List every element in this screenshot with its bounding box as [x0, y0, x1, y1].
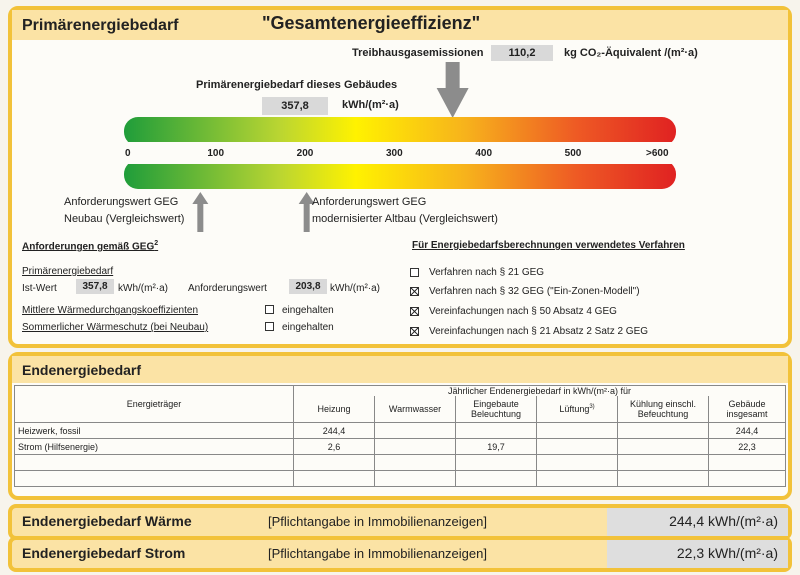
- uvalue-status: eingehalten: [282, 305, 334, 316]
- table-header-row: [15, 386, 786, 397]
- table-cell: [618, 471, 709, 487]
- col-energietraeger: Energieträger: [15, 386, 294, 423]
- col-kuehlung-2: Befeuchtung: [637, 409, 689, 419]
- requirements-title: [22, 240, 158, 252]
- summer-protection-status: eingehalten: [282, 322, 334, 333]
- method-label-4: Vereinfachungen nach § 21 Absatz 2 Satz 2 GEG: [429, 326, 649, 337]
- table-cell: [15, 471, 294, 487]
- method-checkbox-2[interactable]: [410, 287, 419, 296]
- col-beleuchtung-2: Beleuchtung: [470, 409, 522, 419]
- table-cell: 19,7: [456, 439, 537, 455]
- table-body: [15, 423, 786, 487]
- uvalue-checkbox[interactable]: [265, 305, 274, 314]
- reference-arrows: [192, 192, 314, 232]
- table-cell: 22,3: [709, 439, 786, 455]
- primary-energy-title: Primärenergiebedarf: [22, 17, 179, 34]
- final-energy-title: Endenergiebedarf: [22, 362, 142, 378]
- table-row: [15, 439, 786, 455]
- table-cell: [375, 423, 456, 439]
- col-header-top: Jährlicher Endenergiebedarf in kWh/(m²·a) für: [294, 386, 786, 397]
- table-cell: [537, 455, 618, 471]
- method-label-2: Verfahren nach § 32 GEG ("Ein-Zonen-Modell"): [429, 286, 640, 297]
- col-gesamt-1: Gebäude: [728, 399, 766, 409]
- scale-gradient-bottom: [124, 160, 676, 189]
- table-row: [15, 471, 786, 487]
- final-energy-table: [14, 385, 786, 487]
- col-lueftung-sup: 3): [589, 404, 595, 410]
- scale-tick-2: 200: [296, 148, 314, 159]
- requirement-value: 203,8: [289, 279, 327, 294]
- col-beleuchtung-1: Eingebaute: [473, 399, 519, 409]
- method-checkbox-3[interactable]: [410, 307, 419, 316]
- table-cell: [709, 471, 786, 487]
- method-label-3: Vereinfachungen nach § 50 Absatz 4 GEG: [429, 306, 617, 317]
- table-cell: [618, 439, 709, 455]
- requirement-label: Anforderungswert: [188, 283, 267, 294]
- table-cell: 244,4: [294, 423, 375, 439]
- col-lueftung-text: Lüftung: [559, 404, 590, 414]
- col-warmwasser: Warmwasser: [375, 396, 456, 423]
- col-gesamt-2: insgesamt: [726, 409, 768, 419]
- table-cell: [537, 439, 618, 455]
- building-demand-label: Primärenergiebedarf dieses Gebäudes: [196, 79, 398, 91]
- emission-label: Treibhausgasemissionen: [352, 47, 484, 59]
- neubau-ref-line2: Neubau (Vergleichswert): [64, 213, 185, 225]
- table-cell: [15, 455, 294, 471]
- col-heizung: Heizung: [294, 396, 375, 423]
- table-cell: [709, 455, 786, 471]
- summary-heat-label: Endenergiebedarf Wärme: [22, 513, 192, 529]
- col-kuehlung-1: Kühlung einschl.: [629, 399, 697, 409]
- scale-gradient-top: [124, 117, 676, 146]
- col-gesamt: [709, 396, 786, 423]
- method-checkbox-1[interactable]: [410, 268, 419, 277]
- table-cell: [618, 455, 709, 471]
- table-cell: 244,4: [709, 423, 786, 439]
- table-row: [15, 423, 786, 439]
- ist-label: Ist-Wert: [22, 283, 57, 294]
- ist-value: 357,8: [76, 279, 114, 294]
- neubau-ref-arrow: [192, 192, 208, 232]
- ist-unit: kWh/(m²·a): [118, 283, 168, 294]
- scale-tick-4: 400: [475, 148, 493, 159]
- method-label-1: Verfahren nach § 21 GEG: [429, 267, 545, 278]
- table-cell: 2,6: [294, 439, 375, 455]
- pe-label: Primärenergiebedarf: [22, 266, 114, 277]
- table-cell: [537, 471, 618, 487]
- summary-power-value: 22,3 kWh/(m²·a): [676, 545, 778, 561]
- summary-power-label: Endenergiebedarf Strom: [22, 545, 186, 561]
- scale-tick-5: 500: [564, 148, 582, 159]
- altbau-ref-line2: modernisierter Altbau (Vergleichswert): [312, 213, 498, 225]
- efficiency-subtitle: "Gesamtenergieeffizienz": [262, 13, 481, 33]
- emission-unit: kg CO₂-Äquivalent /(m²·a): [564, 47, 698, 59]
- table-cell: [375, 455, 456, 471]
- altbau-ref-line1: Anforderungswert GEG: [312, 196, 427, 208]
- summary-heat-value: 244,4 kWh/(m²·a): [669, 513, 778, 529]
- table-cell: [618, 423, 709, 439]
- requirements-title-text: Anforderungen gemäß GEG: [22, 241, 155, 253]
- pointer-arrow-shape: [437, 62, 469, 118]
- table-cell: [456, 455, 537, 471]
- table-cell: [537, 423, 618, 439]
- uvalue-label: Mittlere Wärmedurchgangskoeffizienten: [22, 305, 199, 316]
- table-cell: Heizwerk, fossil: [15, 423, 294, 439]
- col-beleuchtung: [456, 396, 537, 423]
- table-cell: [375, 471, 456, 487]
- table-cell: Strom (Hilfsenergie): [15, 439, 294, 455]
- summer-protection-checkbox[interactable]: [265, 322, 274, 331]
- summary-power-note: [Pflichtangabe in Immobilienanzeigen]: [268, 546, 487, 561]
- scale-tick-6: >600: [646, 148, 669, 159]
- requirement-unit: kWh/(m²·a): [330, 283, 380, 294]
- method-title: Für Energiebedarfsberechnungen verwendetes Verfahren: [412, 240, 685, 251]
- scale-tick-3: 300: [386, 148, 403, 159]
- table-row: [15, 455, 786, 471]
- table-cell: [294, 455, 375, 471]
- summer-protection-label: Sommerlicher Wärmeschutz (bei Neubau): [22, 322, 209, 333]
- table-cell: [375, 439, 456, 455]
- emission-value: 110,2: [491, 45, 553, 61]
- building-demand-value: 357,8: [262, 97, 328, 115]
- method-checkbox-4[interactable]: [410, 327, 419, 336]
- table-cell: [294, 471, 375, 487]
- scale-tick-0: 0: [125, 148, 131, 159]
- neubau-ref-line1: Anforderungswert GEG: [64, 196, 179, 208]
- table-cell: [456, 471, 537, 487]
- scale-tick-1: 100: [207, 148, 225, 159]
- pointer-arrow-down: [437, 62, 469, 118]
- summary-heat-note: [Pflichtangabe in Immobilienanzeigen]: [268, 514, 487, 529]
- col-kuehlung: [618, 396, 709, 423]
- requirements-title-sup: 2: [154, 240, 159, 247]
- table-cell: [456, 423, 537, 439]
- building-demand-unit: kWh/(m²·a): [342, 99, 399, 111]
- col-lueftung: [537, 396, 618, 423]
